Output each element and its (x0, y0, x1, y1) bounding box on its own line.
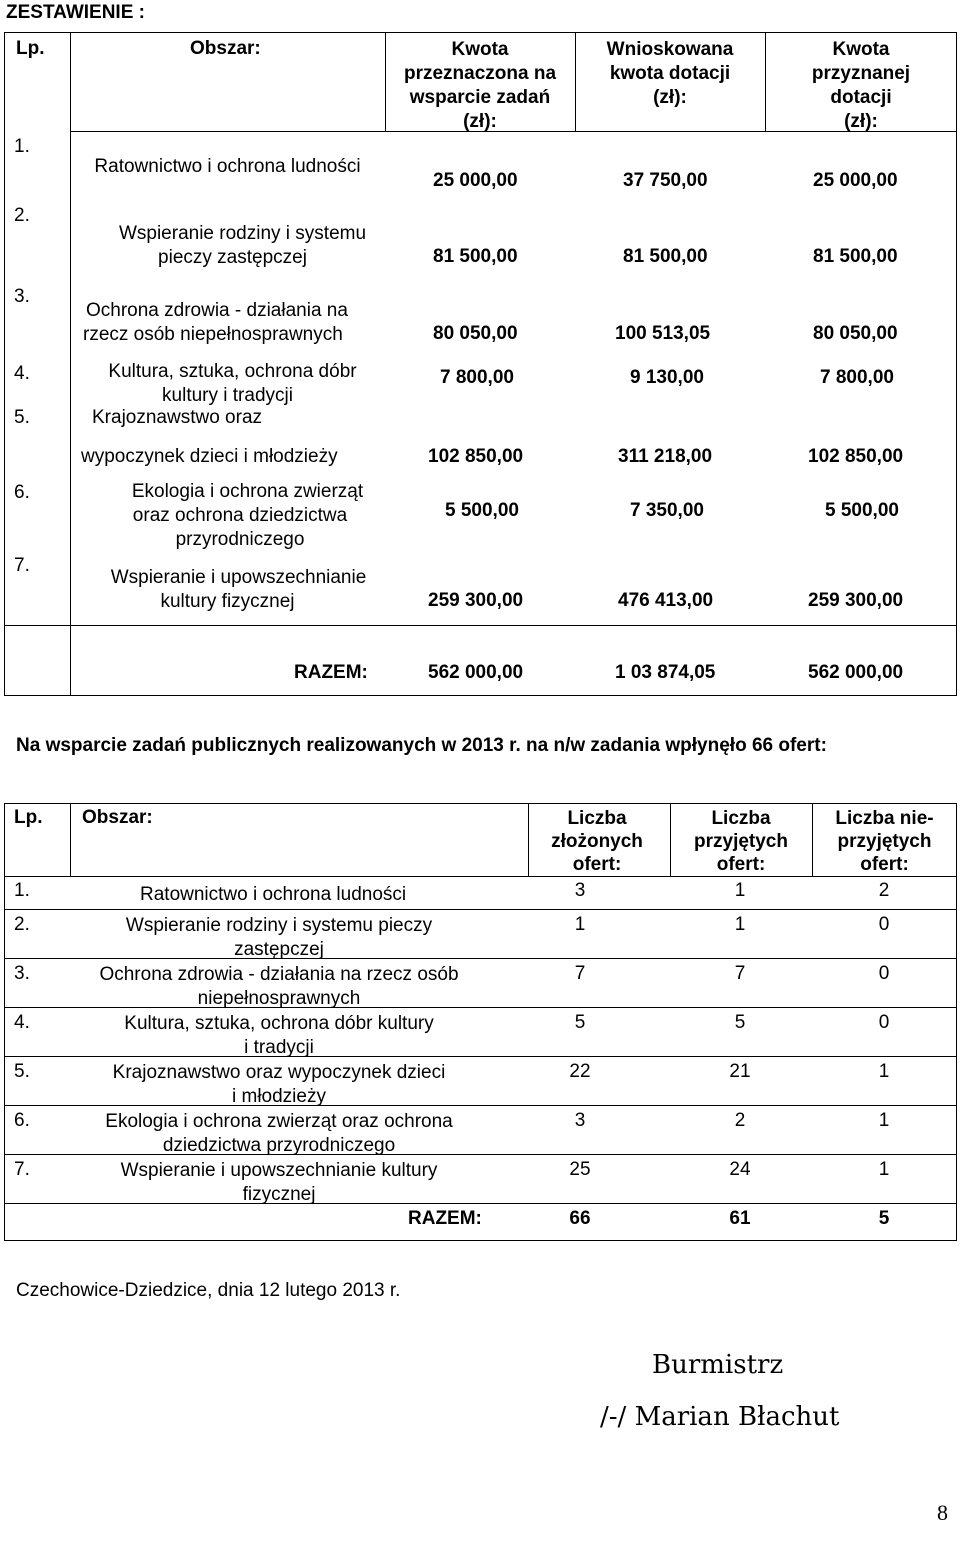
offers-intro: Na wsparcie zadań publicznych realizowanych w 2013 r. na n/w zadania wpłynęło 66 ofert: (16, 735, 827, 756)
row-divider (4, 625, 957, 626)
header-area: Obszar: (82, 807, 153, 828)
row-lp: 3. (14, 963, 30, 984)
row-granted: 81 500,00 (813, 246, 898, 267)
row-lp: 2. (14, 205, 30, 226)
row-accepted: 5 (734, 1012, 746, 1033)
total-allocated: 562 000,00 (428, 662, 524, 683)
row-area: Wspieranie i upowszechnianie kultury fizycznej (110, 567, 367, 612)
row-lp: 5. (14, 407, 30, 428)
row-submitted: 22 (569, 1061, 591, 1082)
row-requested: 100 513,05 (615, 323, 711, 344)
signature-name: /-/ Marian Błachut (600, 1402, 840, 1432)
row-submitted: 3 (574, 1110, 586, 1131)
row-requested: 81 500,00 (623, 246, 708, 267)
row-lp: 7. (14, 1159, 30, 1180)
row-lp: 5. (14, 1061, 30, 1082)
row-requested: 476 413,00 (618, 590, 714, 611)
header-accepted: Liczba przyjętych ofert: (694, 808, 788, 875)
row-area: Ratownictwo i ochrona ludności (94, 156, 361, 177)
total-requested: 1 03 874,05 (615, 662, 716, 683)
row-area: Kultura, sztuka, ochrona dóbr kultury i tradycji (124, 1013, 434, 1058)
header-lp: Lp. (14, 807, 43, 828)
row-area: Ekologia i ochrona zwierząt oraz ochrona dziedzictwa przyrodniczego (131, 481, 364, 550)
row-allocated: 102 850,00 (428, 446, 524, 467)
row-rejected: 0 (878, 963, 890, 984)
row-granted: 102 850,00 (808, 446, 904, 467)
row-accepted: 7 (734, 963, 746, 984)
row-divider (4, 909, 957, 910)
total-accepted: 61 (729, 1208, 751, 1229)
row-submitted: 25 (569, 1159, 591, 1180)
row-area: Krajoznawstwo oraz (92, 407, 263, 428)
row-requested: 7 350,00 (630, 500, 704, 521)
row-lp: 6. (14, 482, 30, 503)
row-area: Ratownictwo i ochrona ludności (140, 884, 407, 905)
row-area: Ekologia i ochrona zwierząt oraz ochrona dziedzictwa przyrodniczego (105, 1111, 453, 1156)
row-granted: 7 800,00 (820, 367, 894, 388)
total-label: RAZEM: (408, 1208, 482, 1229)
page-number: 8 (937, 1500, 948, 1525)
row-submitted: 5 (574, 1012, 586, 1033)
row-requested: 9 130,00 (630, 367, 704, 388)
row-rejected: 1 (878, 1061, 890, 1082)
row-lp: 3. (14, 286, 30, 307)
row-rejected: 1 (878, 1110, 890, 1131)
header-requested: Wnioskowana kwota dotacji (zł): (606, 39, 734, 108)
row-granted: 80 050,00 (813, 323, 898, 344)
row-submitted: 1 (574, 914, 586, 935)
row-allocated: 25 000,00 (433, 170, 518, 191)
row-submitted: 7 (574, 963, 586, 984)
row-requested: 37 750,00 (623, 170, 708, 191)
row-area: Wspieranie rodziny i systemu pieczy zastępczej (125, 915, 433, 960)
place-date: Czechowice-Dziedzice, dnia 12 lutego 2013 r. (16, 1280, 401, 1301)
row-divider (4, 876, 957, 877)
row-area: Wspieranie i upowszechnianie kultury fizycznej (120, 1160, 438, 1205)
row-granted: 5 500,00 (825, 500, 899, 521)
row-area: Wspieranie rodziny i systemu pieczy zastępczej (118, 223, 367, 268)
row-lp: 2. (14, 914, 30, 935)
row-lp: 7. (14, 555, 30, 576)
row-area: wypoczynek dzieci i młodzieży (81, 446, 338, 467)
header-area: Obszar: (190, 38, 261, 59)
row-granted: 25 000,00 (813, 170, 898, 191)
page-heading: ZESTAWIENIE : (6, 2, 145, 23)
row-area: Kultura, sztuka, ochrona dóbr kultury i tradycji (108, 361, 357, 406)
row-allocated: 81 500,00 (433, 246, 518, 267)
row-accepted: 24 (729, 1159, 751, 1180)
row-accepted: 1 (734, 880, 746, 901)
row-area: Ochrona zdrowia - działania na rzecz osób niepełnosprawnych (99, 964, 459, 1009)
row-allocated: 5 500,00 (445, 500, 519, 521)
row-rejected: 0 (878, 1012, 890, 1033)
row-lp: 1. (14, 136, 30, 157)
signature-title: Burmistrz (652, 1350, 784, 1380)
row-submitted: 3 (574, 880, 586, 901)
row-granted: 259 300,00 (808, 590, 904, 611)
header-submitted: Liczba złożonych ofert: (551, 808, 643, 875)
row-lp: 4. (14, 1012, 30, 1033)
row-lp: 1. (14, 880, 30, 901)
row-accepted: 21 (729, 1061, 751, 1082)
row-requested: 311 218,00 (618, 446, 713, 467)
row-rejected: 1 (878, 1159, 890, 1180)
header-granted: Kwota przyznanej dotacji (zł): (811, 39, 911, 132)
row-rejected: 0 (878, 914, 890, 935)
row-allocated: 80 050,00 (433, 323, 518, 344)
row-allocated: 7 800,00 (440, 367, 514, 388)
total-submitted: 66 (569, 1208, 591, 1229)
row-rejected: 2 (878, 880, 890, 901)
total-granted: 562 000,00 (808, 662, 904, 683)
row-area: Ochrona zdrowia - działania na rzecz osób niepełnosprawnych (83, 300, 348, 345)
row-lp: 6. (14, 1110, 30, 1131)
row-accepted: 1 (734, 914, 746, 935)
column-divider (70, 803, 71, 876)
header-lp: Lp. (16, 38, 45, 59)
row-lp: 4. (14, 363, 30, 384)
total-label: RAZEM: (294, 662, 368, 683)
row-area: Krajoznawstwo oraz wypoczynek dzieci i młodzieży (112, 1062, 446, 1107)
row-allocated: 259 300,00 (428, 590, 524, 611)
header-rejected: Liczba nie- przyjętych ofert: (835, 808, 934, 875)
row-accepted: 2 (734, 1110, 746, 1131)
header-allocated: Kwota przeznaczona na wsparcie zadań (zł): (403, 39, 557, 132)
total-rejected: 5 (878, 1208, 890, 1229)
